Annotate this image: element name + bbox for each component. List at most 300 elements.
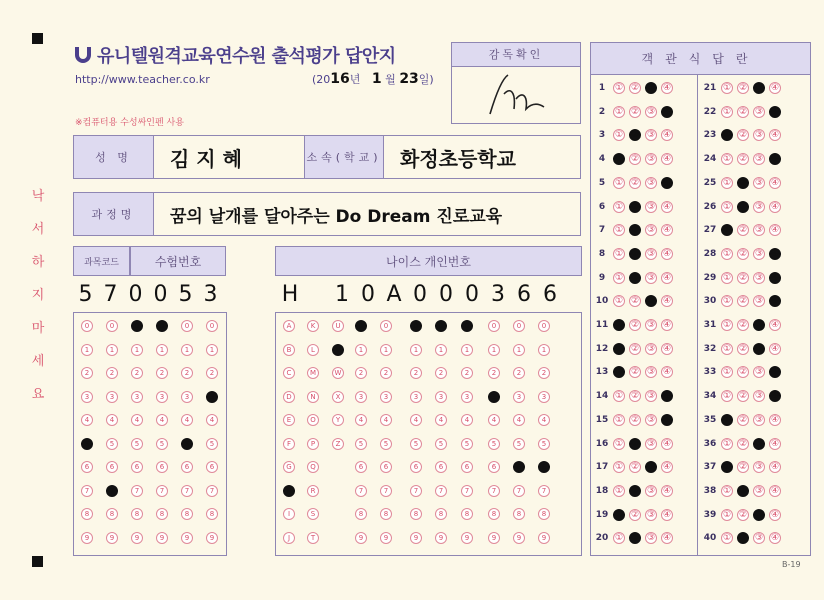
answer-bubble[interactable]: ② [630, 509, 640, 520]
bubble[interactable]: 2 [181, 367, 193, 379]
bubble[interactable]: 5 [206, 438, 218, 450]
bubble[interactable]: U [332, 320, 344, 332]
bubble[interactable]: 6 [81, 461, 93, 473]
bubble[interactable]: 9 [81, 532, 93, 544]
answer-bubble[interactable]: ① [614, 343, 624, 354]
answer-bubble[interactable]: ② [738, 509, 748, 520]
bubble[interactable]: P [307, 438, 319, 450]
answer-bubble[interactable]: ② [738, 296, 748, 307]
bubble[interactable]: 1 [181, 344, 193, 356]
bubble[interactable]: 7 [355, 485, 367, 497]
bubble[interactable]: 0 [461, 320, 473, 332]
bubble[interactable]: H [283, 485, 295, 497]
bubble[interactable]: 4 [106, 414, 118, 426]
bubble[interactable]: 5 [513, 438, 525, 450]
bubble[interactable]: R [307, 485, 319, 497]
bubble[interactable]: 1 [131, 344, 143, 356]
bubble[interactable]: 5 [131, 438, 143, 450]
answer-bubble[interactable]: ① [614, 391, 624, 402]
bubble[interactable]: O [307, 414, 319, 426]
answer-bubble[interactable]: ② [738, 438, 748, 449]
answer-bubble[interactable]: ③ [754, 225, 764, 236]
answer-bubble[interactable]: ② [738, 154, 748, 165]
answer-bubble[interactable]: ③ [754, 272, 764, 283]
bubble[interactable]: M [307, 367, 319, 379]
bubble[interactable]: 6 [538, 461, 550, 473]
answer-bubble[interactable]: ① [614, 533, 624, 544]
bubble[interactable]: 2 [538, 367, 550, 379]
answer-bubble[interactable]: ③ [646, 130, 656, 141]
bubble[interactable]: 0 [538, 320, 550, 332]
bubble[interactable]: 1 [435, 344, 447, 356]
bubble[interactable]: 8 [513, 508, 525, 520]
answer-bubble[interactable]: ② [630, 83, 640, 93]
bubble[interactable]: 7 [538, 485, 550, 497]
bubble[interactable]: 7 [435, 485, 447, 497]
bubble[interactable]: 4 [81, 414, 93, 426]
answer-bubble[interactable]: ① [722, 83, 732, 93]
bubble[interactable]: 3 [181, 391, 193, 403]
answer-bubble[interactable]: ① [722, 130, 732, 141]
answer-bubble[interactable]: ④ [662, 201, 672, 212]
answer-bubble[interactable]: ① [722, 438, 732, 449]
bubble[interactable]: 0 [156, 320, 168, 332]
bubble[interactable]: 5 [106, 438, 118, 450]
bubble[interactable]: 0 [380, 320, 392, 332]
answer-bubble[interactable]: ② [738, 462, 748, 473]
bubble[interactable]: 1 [461, 344, 473, 356]
bubble[interactable]: 7 [131, 485, 143, 497]
answer-bubble[interactable]: ② [738, 343, 748, 354]
answer-bubble[interactable]: ② [630, 201, 640, 212]
bubble[interactable]: 4 [461, 414, 473, 426]
answer-bubble[interactable]: ① [614, 106, 624, 117]
bubble[interactable]: 4 [538, 414, 550, 426]
answer-bubble[interactable]: ① [722, 272, 732, 283]
answer-bubble[interactable]: ① [614, 83, 624, 93]
bubble[interactable]: 5 [461, 438, 473, 450]
bubble[interactable]: 3 [81, 391, 93, 403]
answer-bubble[interactable]: ② [630, 106, 640, 117]
bubble[interactable]: 3 [513, 391, 525, 403]
answer-bubble[interactable]: ④ [662, 320, 672, 330]
bubble[interactable]: 4 [410, 414, 422, 426]
bubble[interactable]: 0 [106, 320, 118, 332]
bubble[interactable]: 4 [435, 414, 447, 426]
bubble[interactable]: 2 [81, 367, 93, 379]
bubble[interactable]: 2 [513, 367, 525, 379]
bubble[interactable]: 2 [380, 367, 392, 379]
answer-bubble[interactable]: ② [630, 414, 640, 425]
answer-bubble[interactable]: ② [738, 414, 748, 425]
answer-bubble[interactable]: ③ [754, 438, 764, 449]
bubble[interactable]: 2 [156, 367, 168, 379]
bubble[interactable]: 4 [181, 414, 193, 426]
answer-bubble[interactable]: ④ [662, 343, 672, 354]
answer-bubble[interactable]: ④ [770, 83, 780, 93]
answer-bubble[interactable]: ② [738, 391, 748, 402]
answer-bubble[interactable]: ③ [646, 201, 656, 212]
bubble[interactable]: 5 [81, 438, 93, 450]
answer-bubble[interactable]: ③ [646, 154, 656, 165]
bubble[interactable]: 1 [206, 344, 218, 356]
answer-bubble[interactable]: ② [738, 533, 748, 544]
answer-bubble[interactable]: ① [614, 225, 624, 236]
bubble[interactable]: 9 [206, 532, 218, 544]
bubble[interactable]: 8 [380, 508, 392, 520]
bubble[interactable]: 3 [206, 391, 218, 403]
answer-bubble[interactable]: ① [614, 438, 624, 449]
answer-bubble[interactable]: ④ [770, 343, 780, 354]
bubble[interactable]: 4 [355, 414, 367, 426]
answer-bubble[interactable]: ④ [662, 367, 672, 378]
answer-bubble[interactable]: ③ [754, 485, 764, 496]
bubble[interactable]: 6 [355, 461, 367, 473]
bubble[interactable]: 6 [181, 461, 193, 473]
answer-bubble[interactable]: ② [630, 533, 640, 544]
bubble[interactable]: 1 [488, 344, 500, 356]
answer-bubble[interactable]: ① [722, 343, 732, 354]
answer-bubble[interactable]: ④ [770, 367, 780, 378]
answer-bubble[interactable]: ② [630, 485, 640, 496]
answer-bubble[interactable]: ③ [646, 177, 656, 188]
bubble[interactable]: N [307, 391, 319, 403]
answer-bubble[interactable]: ① [614, 177, 624, 188]
bubble[interactable]: 7 [206, 485, 218, 497]
answer-bubble[interactable]: ④ [770, 248, 780, 259]
answer-bubble[interactable]: ④ [662, 154, 672, 165]
answer-bubble[interactable]: ③ [754, 83, 764, 93]
answer-bubble[interactable]: ③ [646, 225, 656, 236]
answer-bubble[interactable]: ④ [662, 533, 672, 544]
answer-bubble[interactable]: ① [614, 462, 624, 473]
answer-bubble[interactable]: ④ [770, 509, 780, 520]
bubble[interactable]: B [283, 344, 295, 356]
answer-bubble[interactable]: ① [614, 320, 624, 330]
answer-bubble[interactable]: ② [630, 130, 640, 141]
bubble[interactable]: 7 [156, 485, 168, 497]
answer-bubble[interactable]: ① [722, 367, 732, 378]
bubble[interactable]: 5 [435, 438, 447, 450]
answer-bubble[interactable]: ② [738, 248, 748, 259]
bubble[interactable]: 6 [106, 461, 118, 473]
answer-bubble[interactable]: ① [722, 320, 732, 330]
bubble[interactable]: 0 [131, 320, 143, 332]
answer-bubble[interactable]: ③ [646, 391, 656, 402]
bubble[interactable]: S [307, 508, 319, 520]
bubble[interactable]: 7 [380, 485, 392, 497]
answer-bubble[interactable]: ② [630, 320, 640, 330]
bubble[interactable]: 1 [380, 344, 392, 356]
answer-bubble[interactable]: ③ [754, 367, 764, 378]
answer-bubble[interactable]: ① [722, 414, 732, 425]
bubble[interactable]: 2 [206, 367, 218, 379]
answer-bubble[interactable]: ④ [770, 438, 780, 449]
answer-bubble[interactable]: ① [722, 485, 732, 496]
answer-bubble[interactable]: ① [614, 485, 624, 496]
bubble[interactable]: 6 [131, 461, 143, 473]
bubble[interactable]: 0 [181, 320, 193, 332]
bubble[interactable]: I [283, 508, 295, 520]
answer-bubble[interactable]: ① [614, 367, 624, 378]
bubble[interactable]: 6 [410, 461, 422, 473]
answer-bubble[interactable]: ③ [754, 177, 764, 188]
bubble[interactable]: 7 [513, 485, 525, 497]
bubble[interactable]: Z [332, 438, 344, 450]
bubble[interactable]: 6 [461, 461, 473, 473]
bubble[interactable]: 3 [131, 391, 143, 403]
answer-bubble[interactable]: ② [738, 225, 748, 236]
bubble[interactable]: 9 [355, 532, 367, 544]
bubble[interactable]: 6 [435, 461, 447, 473]
answer-bubble[interactable]: ① [722, 296, 732, 307]
bubble[interactable]: 9 [131, 532, 143, 544]
answer-bubble[interactable]: ① [722, 177, 732, 188]
bubble[interactable]: 1 [156, 344, 168, 356]
answer-bubble[interactable]: ④ [770, 201, 780, 212]
answer-bubble[interactable]: ④ [662, 177, 672, 188]
answer-bubble[interactable]: ② [738, 485, 748, 496]
bubble[interactable]: 9 [435, 532, 447, 544]
bubble[interactable]: 1 [513, 344, 525, 356]
answer-bubble[interactable]: ④ [662, 509, 672, 520]
answer-bubble[interactable]: ③ [646, 248, 656, 259]
answer-bubble[interactable]: ④ [662, 391, 672, 402]
answer-bubble[interactable]: ③ [754, 320, 764, 330]
answer-bubble[interactable]: ② [630, 272, 640, 283]
bubble[interactable]: 8 [206, 508, 218, 520]
answer-bubble[interactable]: ① [614, 154, 624, 165]
answer-bubble[interactable]: ③ [754, 248, 764, 259]
bubble[interactable]: 9 [538, 532, 550, 544]
bubble[interactable]: 1 [355, 344, 367, 356]
bubble[interactable]: 3 [380, 391, 392, 403]
answer-bubble[interactable]: ③ [646, 438, 656, 449]
bubble[interactable]: 2 [435, 367, 447, 379]
bubble[interactable]: 5 [355, 438, 367, 450]
bubble[interactable]: J [283, 532, 295, 544]
bubble[interactable]: C [283, 367, 295, 379]
answer-bubble[interactable]: ② [738, 106, 748, 117]
bubble[interactable]: 0 [488, 320, 500, 332]
bubble[interactable]: 6 [513, 461, 525, 473]
answer-bubble[interactable]: ① [614, 201, 624, 212]
bubble[interactable]: 8 [435, 508, 447, 520]
answer-bubble[interactable]: ① [614, 296, 624, 307]
bubble[interactable]: 6 [380, 461, 392, 473]
answer-bubble[interactable]: ③ [646, 343, 656, 354]
answer-bubble[interactable]: ② [630, 462, 640, 473]
answer-bubble[interactable]: ① [722, 248, 732, 259]
bubble[interactable]: 5 [181, 438, 193, 450]
bubble[interactable]: 9 [106, 532, 118, 544]
answer-bubble[interactable]: ④ [662, 248, 672, 259]
answer-bubble[interactable]: ④ [770, 320, 780, 330]
answer-bubble[interactable]: ④ [770, 177, 780, 188]
bubble[interactable]: 3 [355, 391, 367, 403]
bubble[interactable]: 0 [355, 320, 367, 332]
answer-bubble[interactable]: ③ [646, 367, 656, 378]
answer-bubble[interactable]: ③ [754, 296, 764, 307]
bubble[interactable]: 3 [538, 391, 550, 403]
bubble[interactable]: 0 [206, 320, 218, 332]
answer-bubble[interactable]: ③ [754, 462, 764, 473]
bubble[interactable]: 9 [181, 532, 193, 544]
answer-bubble[interactable]: ② [738, 177, 748, 188]
answer-bubble[interactable]: ④ [770, 533, 780, 544]
bubble[interactable]: 5 [488, 438, 500, 450]
bubble[interactable]: 7 [488, 485, 500, 497]
bubble[interactable]: 5 [380, 438, 392, 450]
answer-bubble[interactable]: ② [738, 130, 748, 141]
bubble[interactable]: 5 [538, 438, 550, 450]
bubble[interactable]: 9 [410, 532, 422, 544]
bubble[interactable]: F [283, 438, 295, 450]
bubble[interactable]: 4 [206, 414, 218, 426]
answer-bubble[interactable]: ③ [646, 296, 656, 307]
bubble[interactable]: 8 [538, 508, 550, 520]
bubble[interactable]: K [307, 320, 319, 332]
bubble[interactable]: 6 [206, 461, 218, 473]
answer-bubble[interactable]: ④ [662, 130, 672, 141]
answer-bubble[interactable]: ④ [662, 485, 672, 496]
answer-bubble[interactable]: ① [722, 509, 732, 520]
answer-bubble[interactable]: ② [630, 343, 640, 354]
bubble[interactable]: 0 [410, 320, 422, 332]
bubble[interactable]: 1 [538, 344, 550, 356]
answer-bubble[interactable]: ② [630, 177, 640, 188]
answer-bubble[interactable]: ① [722, 201, 732, 212]
answer-bubble[interactable]: ③ [646, 83, 656, 93]
answer-bubble[interactable]: ③ [754, 533, 764, 544]
bubble[interactable]: 0 [435, 320, 447, 332]
answer-bubble[interactable]: ④ [662, 438, 672, 449]
bubble[interactable]: 4 [380, 414, 392, 426]
bubble[interactable]: 8 [461, 508, 473, 520]
answer-bubble[interactable]: ① [614, 414, 624, 425]
bubble[interactable]: 2 [106, 367, 118, 379]
bubble[interactable]: 8 [81, 508, 93, 520]
answer-bubble[interactable]: ① [614, 248, 624, 259]
bubble[interactable]: 8 [488, 508, 500, 520]
answer-bubble[interactable]: ④ [662, 272, 672, 283]
name-value[interactable]: 김 지 혜 [170, 146, 242, 171]
bubble[interactable]: 3 [156, 391, 168, 403]
answer-bubble[interactable]: ② [630, 296, 640, 307]
bubble[interactable]: 9 [513, 532, 525, 544]
bubble[interactable]: 2 [131, 367, 143, 379]
answer-bubble[interactable]: ④ [662, 414, 672, 425]
answer-bubble[interactable]: ④ [770, 272, 780, 283]
bubble[interactable]: A [283, 320, 295, 332]
bubble[interactable]: 8 [410, 508, 422, 520]
answer-bubble[interactable]: ③ [754, 154, 764, 165]
bubble[interactable]: 1 [81, 344, 93, 356]
bubble[interactable]: 9 [380, 532, 392, 544]
bubble[interactable]: G [283, 461, 295, 473]
answer-bubble[interactable]: ③ [754, 106, 764, 117]
answer-bubble[interactable]: ① [722, 225, 732, 236]
answer-bubble[interactable]: ④ [662, 462, 672, 473]
bubble[interactable]: 8 [156, 508, 168, 520]
bubble[interactable]: L [307, 344, 319, 356]
answer-bubble[interactable]: ② [738, 367, 748, 378]
answer-bubble[interactable]: ④ [662, 106, 672, 117]
bubble[interactable]: E [283, 414, 295, 426]
answer-bubble[interactable]: ③ [646, 462, 656, 473]
bubble[interactable]: D [283, 391, 295, 403]
bubble[interactable]: 2 [355, 367, 367, 379]
answer-bubble[interactable]: ③ [754, 201, 764, 212]
answer-bubble[interactable]: ② [630, 225, 640, 236]
answer-bubble[interactable]: ② [630, 154, 640, 165]
bubble[interactable]: 5 [156, 438, 168, 450]
bubble[interactable]: 7 [181, 485, 193, 497]
answer-bubble[interactable]: ③ [646, 414, 656, 425]
bubble[interactable]: 5 [410, 438, 422, 450]
bubble[interactable]: 0 [81, 320, 93, 332]
bubble[interactable]: 4 [131, 414, 143, 426]
answer-bubble[interactable]: ① [722, 106, 732, 117]
course-value[interactable]: 꿈의 날개를 달아주는 Do Dream 진로교육 [170, 206, 503, 227]
bubble[interactable]: 6 [156, 461, 168, 473]
answer-bubble[interactable]: ④ [770, 296, 780, 307]
answer-bubble[interactable]: ③ [754, 509, 764, 520]
answer-bubble[interactable]: ④ [662, 83, 672, 93]
bubble[interactable]: 9 [156, 532, 168, 544]
bubble[interactable]: 9 [461, 532, 473, 544]
answer-bubble[interactable]: ③ [646, 106, 656, 117]
answer-bubble[interactable]: ② [738, 272, 748, 283]
answer-bubble[interactable]: ② [738, 201, 748, 212]
answer-bubble[interactable]: ① [722, 154, 732, 165]
bubble[interactable]: 8 [181, 508, 193, 520]
answer-bubble[interactable]: ① [722, 462, 732, 473]
answer-bubble[interactable]: ④ [770, 485, 780, 496]
bubble[interactable]: Q [307, 461, 319, 473]
bubble[interactable]: 0 [513, 320, 525, 332]
bubble[interactable]: 8 [355, 508, 367, 520]
bubble[interactable]: T [307, 532, 319, 544]
bubble[interactable]: 7 [410, 485, 422, 497]
answer-bubble[interactable]: ③ [754, 343, 764, 354]
answer-bubble[interactable]: ③ [646, 485, 656, 496]
bubble[interactable]: 8 [131, 508, 143, 520]
answer-bubble[interactable]: ③ [646, 509, 656, 520]
bubble[interactable]: X [332, 391, 344, 403]
answer-bubble[interactable]: ① [614, 272, 624, 283]
bubble[interactable]: 7 [461, 485, 473, 497]
answer-bubble[interactable]: ③ [646, 533, 656, 544]
answer-bubble[interactable]: ① [614, 130, 624, 141]
bubble[interactable]: Y [332, 414, 344, 426]
answer-bubble[interactable]: ② [630, 367, 640, 378]
bubble[interactable]: 4 [488, 414, 500, 426]
answer-bubble[interactable]: ② [738, 83, 748, 93]
bubble[interactable]: 2 [488, 367, 500, 379]
bubble[interactable]: 6 [488, 461, 500, 473]
answer-bubble[interactable]: ② [738, 320, 748, 330]
school-value[interactable]: 화정초등학교 [400, 146, 516, 171]
answer-bubble[interactable]: ④ [770, 414, 780, 425]
bubble[interactable]: 1 [410, 344, 422, 356]
answer-bubble[interactable]: ① [722, 391, 732, 402]
bubble[interactable]: 3 [106, 391, 118, 403]
bubble[interactable]: 4 [513, 414, 525, 426]
bubble[interactable]: 3 [488, 391, 500, 403]
answer-bubble[interactable]: ① [614, 509, 624, 520]
bubble[interactable]: 3 [461, 391, 473, 403]
